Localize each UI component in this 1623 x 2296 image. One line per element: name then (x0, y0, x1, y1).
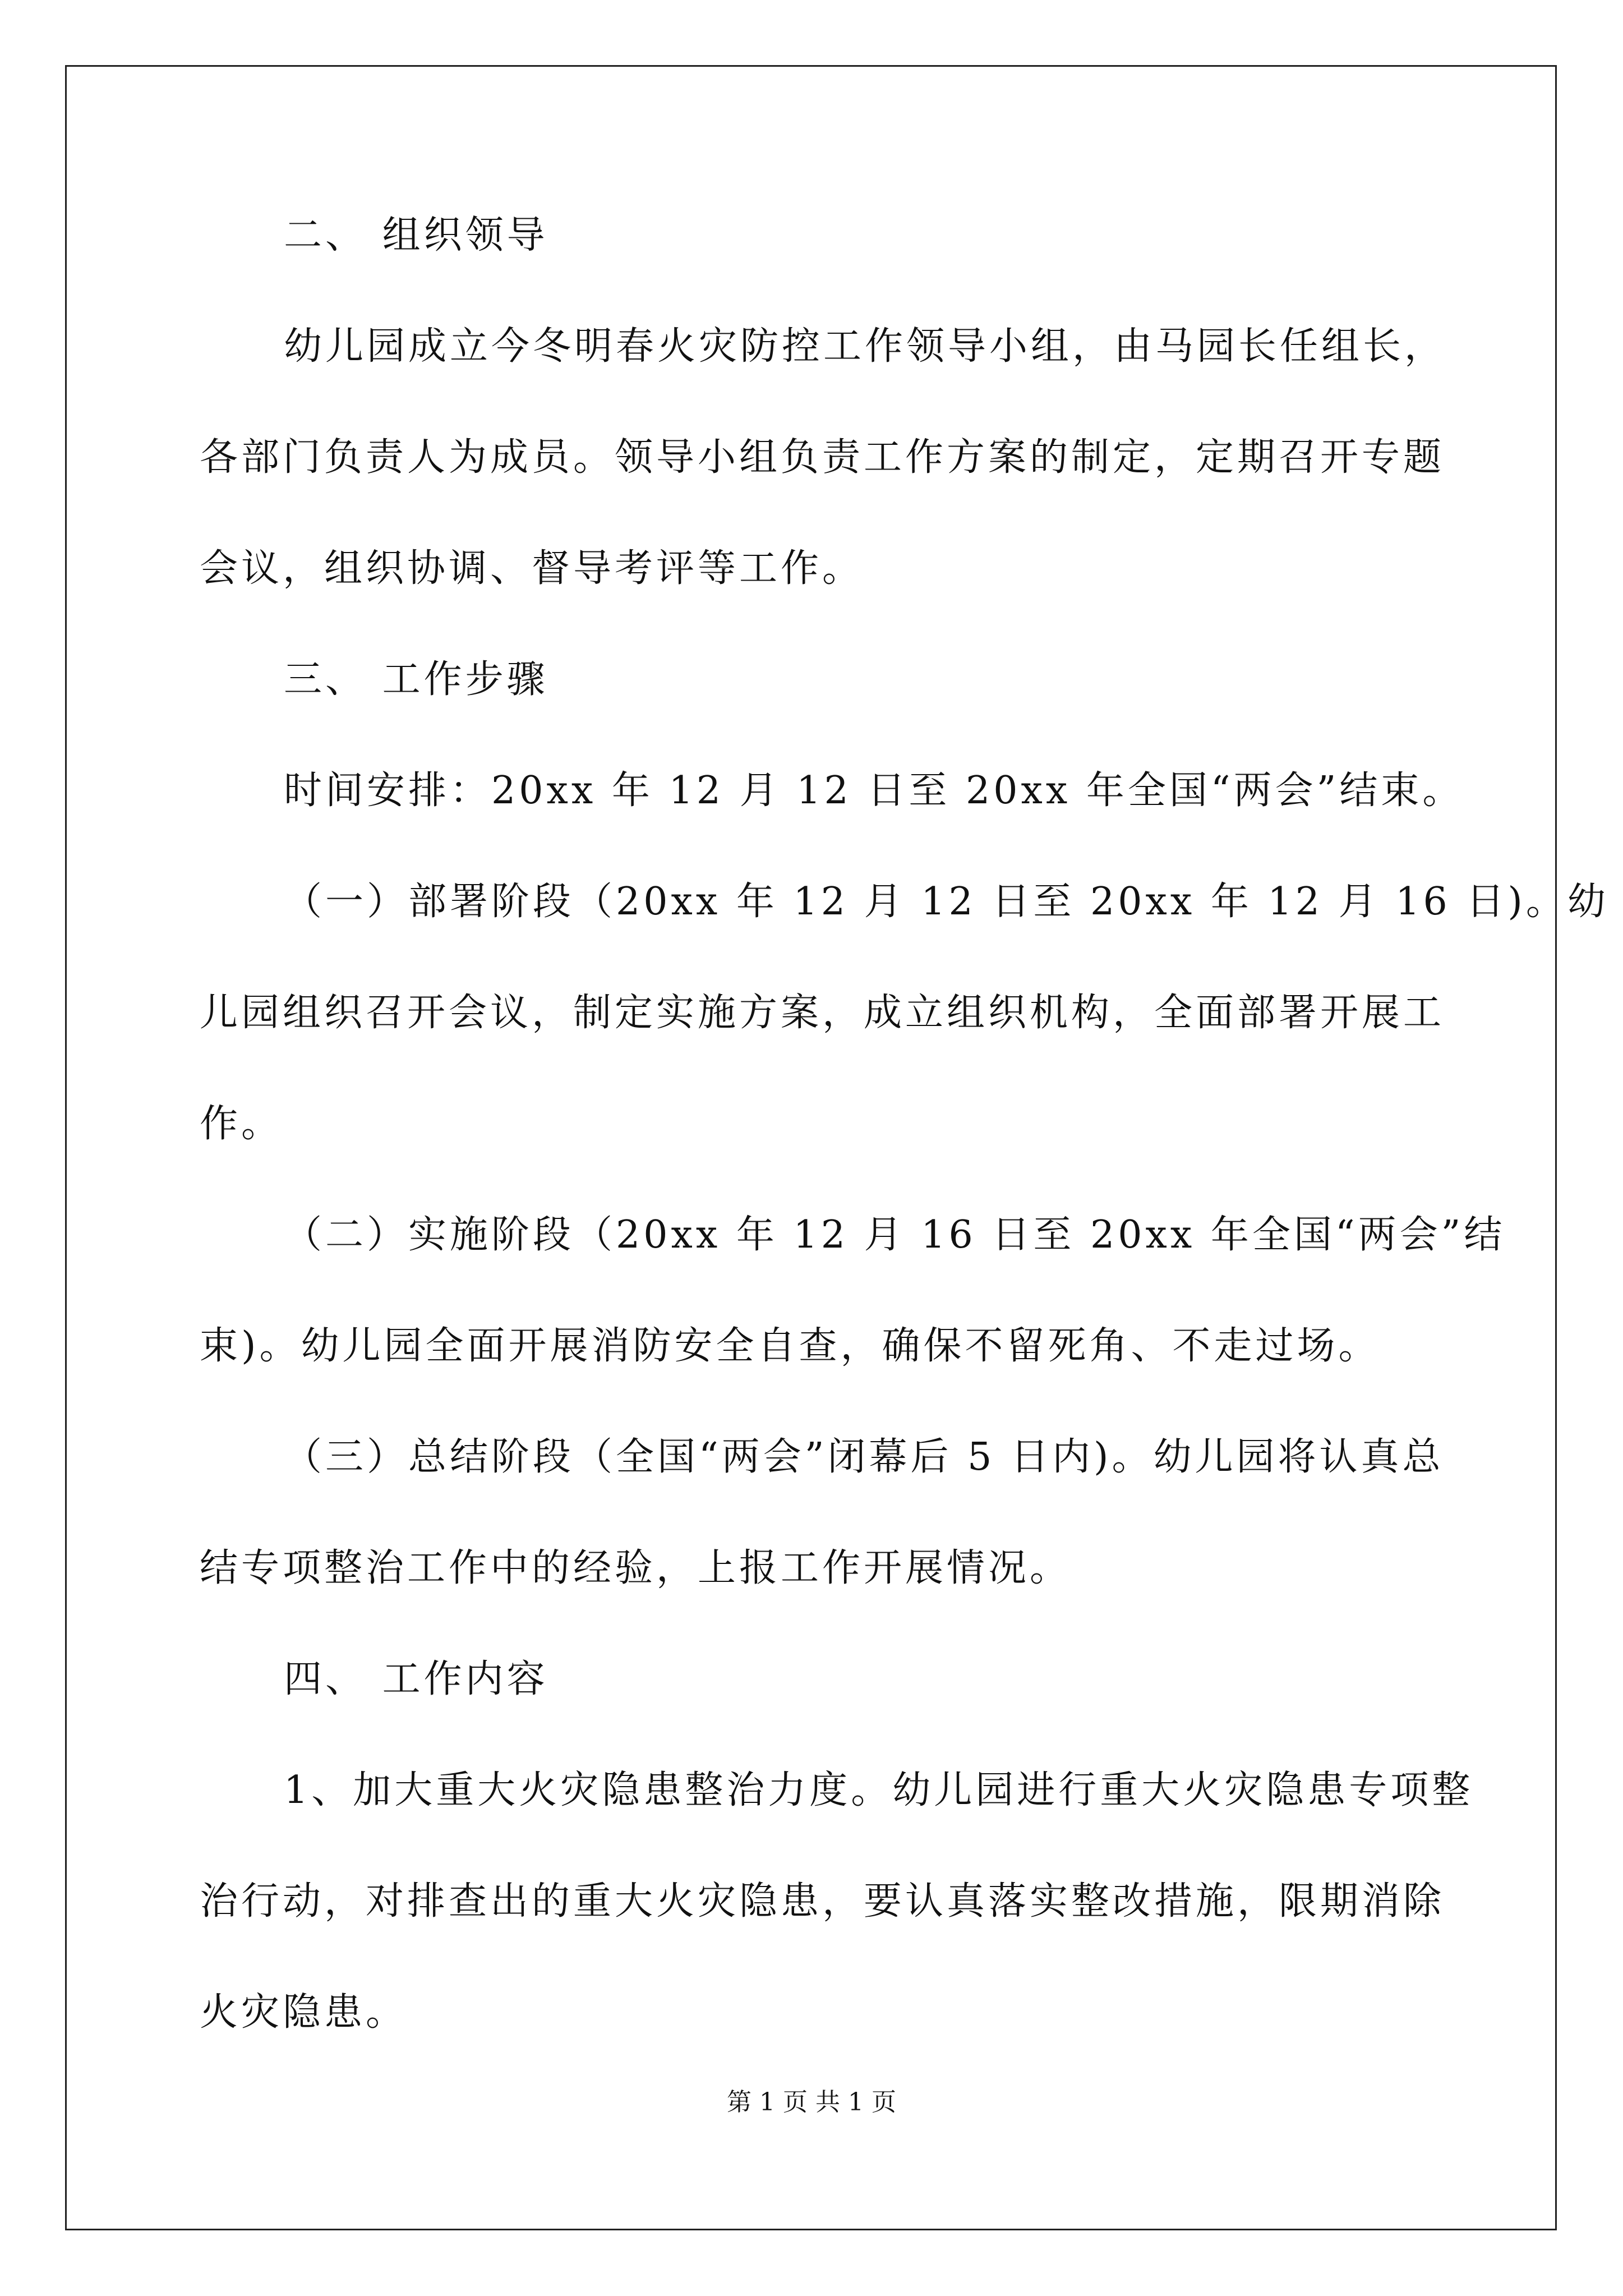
paragraph-line: 幼儿园成立今冬明春火灾防控工作领导小组，由马园长任组长， (284, 324, 1446, 369)
paragraph-line: （一）部署阶段（20xx 年 12 月 12 日至 20xx 年 12 月 16 日)。幼 (284, 880, 1609, 924)
paragraph-line: 会议，组织协调、督导考评等工作。 (200, 546, 864, 591)
page-number-footer: 第 1 页 共 1 页 (727, 2088, 896, 2116)
section-heading-steps: 三、 工作步骤 (284, 657, 548, 702)
paragraph-line: 火灾隐患。 (200, 1990, 408, 2035)
paragraph-line: （二）实施阶段（20xx 年 12 月 16 日至 20xx 年全国“两会”结 (284, 1213, 1506, 1257)
paragraph-line: 儿园组织召开会议，制定实施方案，成立组织机构，全面部署开展工 (200, 991, 1445, 1035)
paragraph-line: 作。 (200, 1102, 283, 1146)
paragraph-line: （三）总结阶段（全国“两会”闭幕后 5 日内)。幼儿园将认真总 (284, 1435, 1444, 1479)
paragraph-line: 时间安排：20xx 年 12 月 12 日至 20xx 年全国“两会”结束。 (284, 769, 1464, 813)
section-heading-organization: 二、 组织领导 (284, 213, 548, 257)
section-heading-content: 四、 工作内容 (284, 1657, 548, 1701)
paragraph-line: 1、加大重大火灾隐患整治力度。幼儿园进行重大火灾隐患专项整 (284, 1768, 1474, 1812)
paragraph-line: 各部门负责人为成员。领导小组负责工作方案的制定，定期召开专题 (200, 435, 1445, 480)
paragraph-line: 结专项整治工作中的经验，上报工作开展情况。 (200, 1546, 1072, 1590)
paragraph-line: 束)。幼儿园全面开展消防安全自查，确保不留死角、不走过场。 (200, 1324, 1380, 1368)
paragraph-line: 治行动，对排查出的重大火灾隐患，要认真落实整改措施，限期消除 (200, 1879, 1445, 1924)
